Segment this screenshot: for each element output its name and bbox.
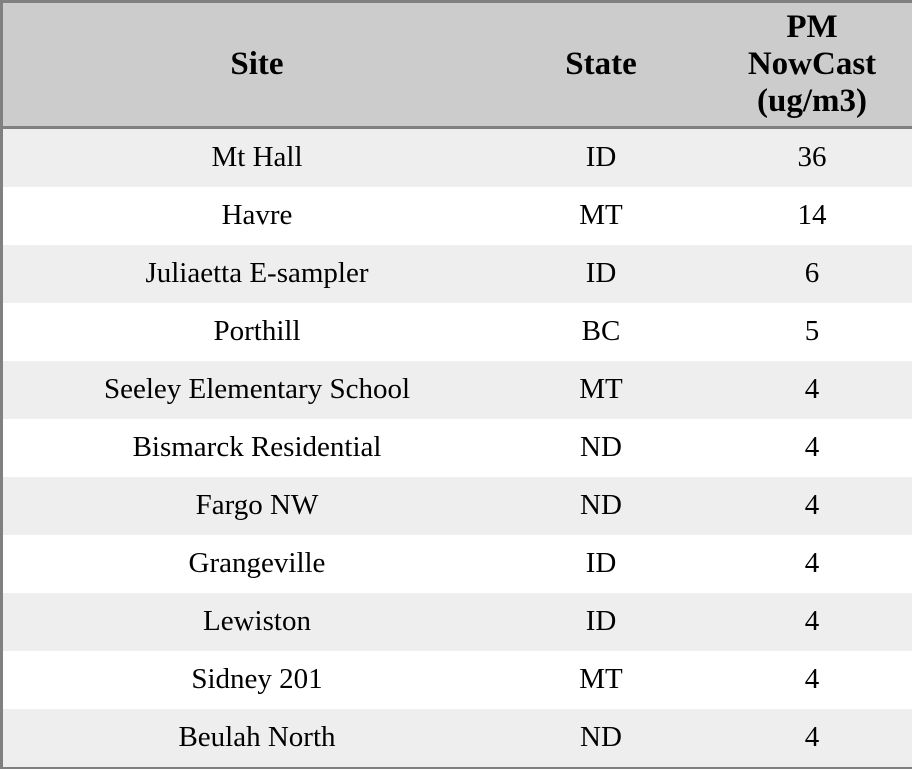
table-row xyxy=(3,245,912,303)
table-row xyxy=(3,535,912,593)
cell-site: Seeley Elementary School xyxy=(103,373,410,406)
table-row xyxy=(3,419,912,477)
cell-state: ID xyxy=(585,605,617,638)
cell-state: MT xyxy=(579,663,623,696)
cell-site: Sidney 201 xyxy=(191,663,323,696)
table-row xyxy=(3,127,912,187)
cell-pm-nowcast: 4 xyxy=(804,489,820,522)
table-row xyxy=(3,477,912,535)
cell-state: BC xyxy=(581,315,621,348)
cell-pm-nowcast: 4 xyxy=(804,373,820,406)
air-quality-table xyxy=(3,3,912,767)
cell-state: MT xyxy=(579,199,623,232)
column-header-pm-line-3: (ug/m3) xyxy=(757,82,867,119)
table-row xyxy=(3,187,912,245)
table-header-row xyxy=(3,3,912,127)
table-header xyxy=(3,3,912,127)
column-header-site: Site xyxy=(3,3,511,127)
cell-pm-nowcast: 14 xyxy=(797,199,827,232)
cell-site: Mt Hall xyxy=(211,141,303,174)
table-row xyxy=(3,709,912,767)
cell-state: ND xyxy=(580,489,622,522)
cell-site: Beulah North xyxy=(178,721,336,754)
column-header-pm-nowcast xyxy=(691,3,912,127)
cell-state: MT xyxy=(579,373,623,406)
cell-site: Fargo NW xyxy=(195,489,319,522)
column-header-pm-line-1: PM xyxy=(786,9,838,45)
table-row xyxy=(3,303,912,361)
cell-site: Havre xyxy=(221,199,293,232)
cell-state: ID xyxy=(585,257,617,290)
cell-site: Grangeville xyxy=(188,547,326,580)
cell-pm-nowcast: 4 xyxy=(804,547,820,580)
cell-state: ND xyxy=(580,721,622,754)
table-body xyxy=(3,127,912,767)
cell-state: ND xyxy=(580,431,622,464)
cell-pm-nowcast: 36 xyxy=(797,141,827,174)
cell-state: ID xyxy=(585,141,617,174)
cell-pm-nowcast: 4 xyxy=(804,721,820,754)
table-row xyxy=(3,651,912,709)
cell-site: Juliaetta E-sampler xyxy=(145,257,369,290)
cell-pm-nowcast: 5 xyxy=(804,315,820,348)
table-row xyxy=(3,593,912,651)
cell-site: Lewiston xyxy=(203,605,311,638)
cell-site: Porthill xyxy=(213,315,301,348)
column-header-pm-line-2: NowCast xyxy=(747,45,877,82)
cell-pm-nowcast: 4 xyxy=(804,605,820,638)
cell-state: ID xyxy=(585,547,617,580)
cell-pm-nowcast: 6 xyxy=(804,257,820,290)
table-row xyxy=(3,361,912,419)
cell-pm-nowcast: 4 xyxy=(804,663,820,696)
cell-pm-nowcast: 4 xyxy=(804,431,820,464)
column-header-state: State xyxy=(511,3,691,127)
cell-site: Bismarck Residential xyxy=(132,431,382,464)
